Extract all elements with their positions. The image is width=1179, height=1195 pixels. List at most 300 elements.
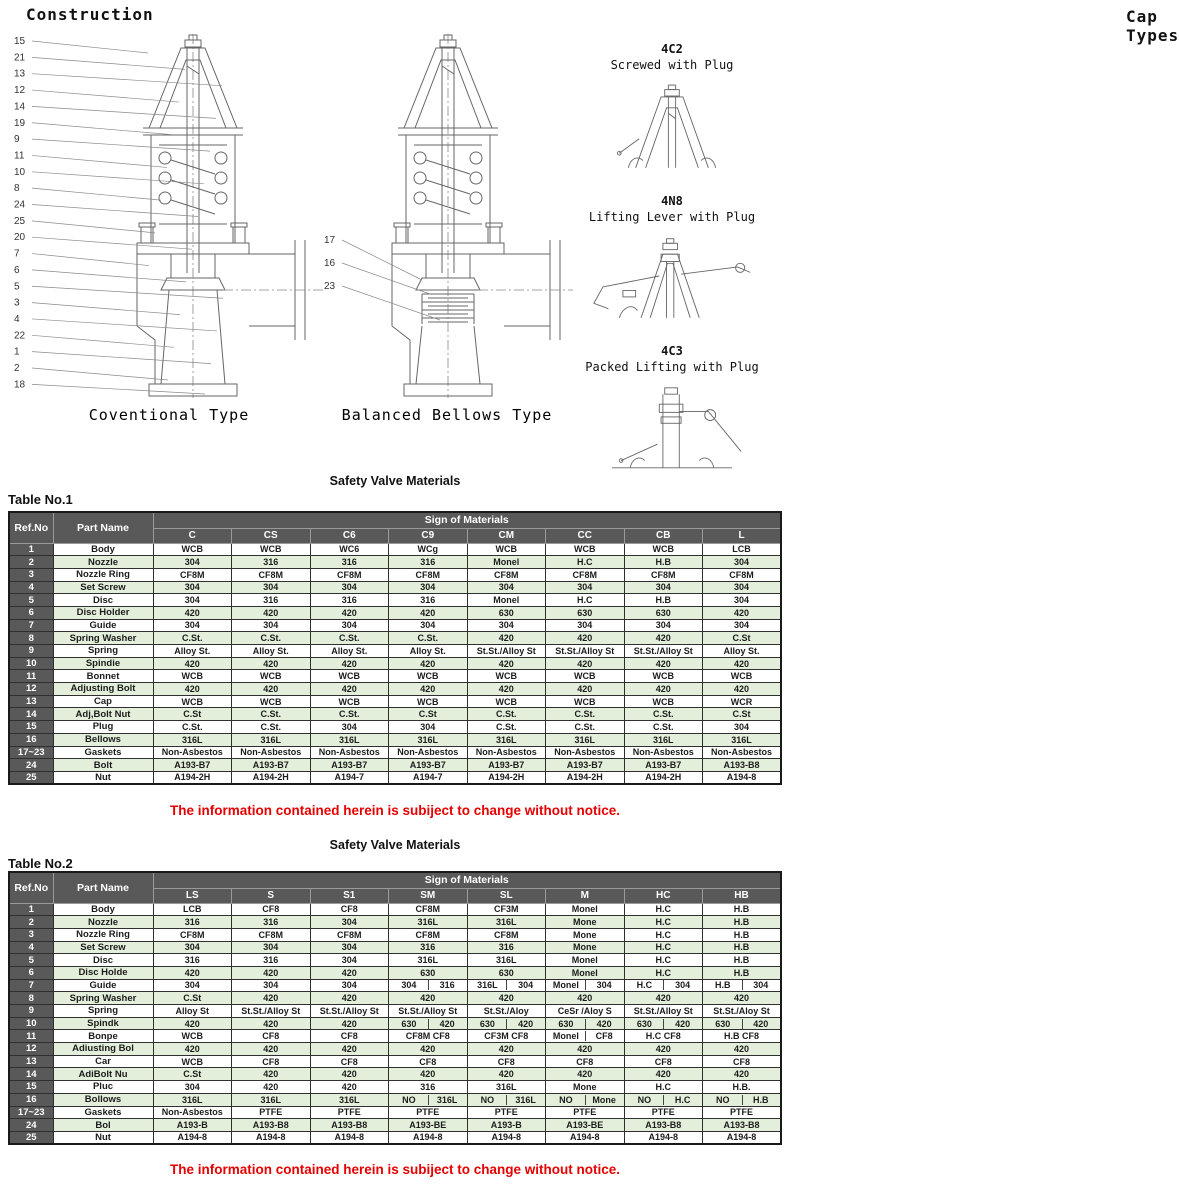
material-cell: CF8M bbox=[310, 568, 389, 581]
ref-no-cell: 12 bbox=[9, 1043, 53, 1056]
material-cell: Non-Asbestos bbox=[153, 746, 232, 759]
material-cell: H.B bbox=[624, 594, 703, 607]
material-cell: 304 bbox=[153, 594, 232, 607]
table-row bbox=[9, 1081, 781, 1094]
material-cell: 420 bbox=[310, 1017, 389, 1030]
material-cell: WCB bbox=[467, 543, 546, 556]
ref-no-header: Ref.No bbox=[9, 872, 53, 903]
ref-no-cell: 10 bbox=[9, 1017, 53, 1030]
table-row bbox=[9, 966, 781, 979]
ref-no-cell: 2 bbox=[9, 556, 53, 569]
material-cell: A194-2H bbox=[232, 771, 311, 784]
material-cell: 316L bbox=[153, 733, 232, 746]
part-name-cell: Disc Holde bbox=[53, 966, 153, 979]
table-row bbox=[9, 979, 781, 992]
material-cell: A193-B7 bbox=[546, 759, 625, 772]
part-name-cell: Nozzle Ring bbox=[53, 568, 153, 581]
material-cell: CF8 bbox=[232, 903, 311, 916]
material-cell: CF8 bbox=[389, 1055, 468, 1068]
part-number-label: 8 bbox=[14, 183, 20, 195]
part-number-label: 22 bbox=[14, 330, 26, 342]
material-cell: 316L bbox=[389, 733, 468, 746]
material-cell: Monel 304 bbox=[546, 979, 625, 992]
part-number-label: 4 bbox=[14, 313, 20, 325]
part-name-cell: Disc bbox=[53, 954, 153, 967]
cap-4c2-label: Screwed with Plug bbox=[610, 58, 734, 72]
material-column-header: CB bbox=[624, 528, 703, 543]
table-row bbox=[9, 619, 781, 632]
part-name-cell: Nozzle bbox=[53, 556, 153, 569]
part-name-cell: Adj,Bolt Nut bbox=[53, 708, 153, 721]
material-cell: C.St bbox=[153, 708, 232, 721]
material-cell: 420 bbox=[624, 992, 703, 1005]
material-cell: C.St. bbox=[389, 632, 468, 645]
part-name-cell: Spring Washer bbox=[53, 992, 153, 1005]
material-cell: 420 bbox=[703, 1043, 782, 1056]
material-cell: 420 bbox=[310, 1081, 389, 1094]
material-cell: CF3M CF8 bbox=[467, 1030, 546, 1043]
table-row bbox=[9, 1005, 781, 1018]
material-cell: A194-8 bbox=[703, 771, 782, 784]
table-row bbox=[9, 1131, 781, 1144]
material-cell: 316L bbox=[310, 733, 389, 746]
cap-4c3-label: Packed Lifting with Plug bbox=[585, 360, 759, 374]
material-cell: 630 420 bbox=[546, 1017, 625, 1030]
material-cell: 420 bbox=[232, 992, 311, 1005]
material-cell: H.C CF8 bbox=[624, 1030, 703, 1043]
material-cell: 420 bbox=[389, 1068, 468, 1081]
material-cell: PTFE bbox=[389, 1106, 468, 1119]
ref-no-cell: 1 bbox=[9, 543, 53, 556]
ref-no-cell: 4 bbox=[9, 941, 53, 954]
part-name-cell: Spring bbox=[53, 1005, 153, 1018]
material-cell: 420 bbox=[546, 683, 625, 696]
material-cell: A194-2H bbox=[467, 771, 546, 784]
material-cell: 420 bbox=[467, 657, 546, 670]
cap-4c3-drawing bbox=[572, 378, 772, 474]
table-row bbox=[9, 721, 781, 734]
material-cell: 304 bbox=[467, 581, 546, 594]
part-number-label: 24 bbox=[14, 199, 26, 211]
material-cell: WCB bbox=[624, 670, 703, 683]
part-name-cell: Nut bbox=[53, 1131, 153, 1144]
material-cell: C.St bbox=[153, 1068, 232, 1081]
material-cell: 304 bbox=[703, 619, 782, 632]
part-name-cell: Set Screw bbox=[53, 941, 153, 954]
material-cell: 316L bbox=[232, 1093, 311, 1106]
part-name-cell: Spring Washer bbox=[53, 632, 153, 645]
material-column-header: S1 bbox=[310, 888, 389, 903]
table-row bbox=[9, 759, 781, 772]
material-cell: 630 420 bbox=[467, 1017, 546, 1030]
material-cell: CF8M bbox=[232, 928, 311, 941]
material-cell: Monel bbox=[546, 966, 625, 979]
material-cell: C.St. bbox=[310, 632, 389, 645]
table-row bbox=[9, 568, 781, 581]
table-row bbox=[9, 733, 781, 746]
material-cell: Monel bbox=[546, 954, 625, 967]
ref-no-cell: 11 bbox=[9, 670, 53, 683]
material-cell: H.B CF8 bbox=[703, 1030, 782, 1043]
material-cell: WCB bbox=[703, 670, 782, 683]
ref-no-cell: 17~23 bbox=[9, 1106, 53, 1119]
material-cell: 420 bbox=[232, 1043, 311, 1056]
cap-types-section bbox=[558, 2, 1179, 472]
material-cell: WCB bbox=[153, 543, 232, 556]
material-cell: WCB bbox=[153, 1030, 232, 1043]
part-name-cell: Bol bbox=[53, 1119, 153, 1132]
part-number-label: 7 bbox=[14, 248, 20, 260]
material-cell: 630 bbox=[624, 606, 703, 619]
ref-no-cell: 3 bbox=[9, 928, 53, 941]
part-number-label: 16 bbox=[324, 258, 336, 269]
material-cell: 420 bbox=[232, 1081, 311, 1094]
material-cell: 304 bbox=[153, 619, 232, 632]
materials-table-1 bbox=[8, 511, 782, 785]
material-cell: 420 bbox=[232, 657, 311, 670]
table-row bbox=[9, 708, 781, 721]
material-cell: A193-B7 bbox=[624, 759, 703, 772]
material-cell: 630 bbox=[389, 966, 468, 979]
part-number-label: 12 bbox=[14, 85, 26, 97]
table-row bbox=[9, 632, 781, 645]
material-cell: 420 bbox=[467, 1043, 546, 1056]
material-cell: A193-B8 bbox=[624, 1119, 703, 1132]
ref-no-cell: 14 bbox=[9, 708, 53, 721]
material-cell: Non-Asbestos bbox=[153, 1106, 232, 1119]
material-cell: 420 bbox=[546, 657, 625, 670]
material-cell: 316L bbox=[546, 733, 625, 746]
material-cell: A193-B7 bbox=[153, 759, 232, 772]
ref-no-cell: 13 bbox=[9, 1055, 53, 1068]
material-cell: 420 bbox=[624, 1068, 703, 1081]
ref-no-cell: 1 bbox=[9, 903, 53, 916]
material-cell: St.St./Alloy St bbox=[546, 645, 625, 658]
material-column-header: S bbox=[232, 888, 311, 903]
material-cell: 420 bbox=[546, 1043, 625, 1056]
ref-no-cell: 5 bbox=[9, 594, 53, 607]
material-cell: C.St. bbox=[467, 721, 546, 734]
material-cell: H.B bbox=[703, 941, 782, 954]
material-cell: WCB bbox=[232, 670, 311, 683]
material-cell: Monel CF8 bbox=[546, 1030, 625, 1043]
material-cell: CF8M bbox=[389, 928, 468, 941]
material-cell: C.St. bbox=[467, 708, 546, 721]
cap-4n8-label: Lifting Lever with Plug bbox=[588, 210, 756, 224]
material-cell: 420 bbox=[703, 657, 782, 670]
material-cell: 420 bbox=[389, 992, 468, 1005]
material-cell: 316L bbox=[703, 733, 782, 746]
ref-no-cell: 16 bbox=[9, 733, 53, 746]
material-cell: WCB bbox=[546, 695, 625, 708]
ref-no-cell: 15 bbox=[9, 721, 53, 734]
material-cell: 316 bbox=[389, 1081, 468, 1094]
part-name-cell: Bonnet bbox=[53, 670, 153, 683]
material-cell: A193-B7 bbox=[467, 759, 546, 772]
material-cell: 316 bbox=[467, 941, 546, 954]
ref-no-cell: 2 bbox=[9, 916, 53, 929]
material-cell: C.St. bbox=[546, 721, 625, 734]
part-number-label: 6 bbox=[14, 264, 20, 276]
material-cell: NO 316L bbox=[389, 1093, 468, 1106]
material-cell: 304 bbox=[153, 979, 232, 992]
material-cell: 420 bbox=[546, 992, 625, 1005]
table-row bbox=[9, 903, 781, 916]
material-cell: H.C bbox=[546, 556, 625, 569]
material-cell: PTFE bbox=[703, 1106, 782, 1119]
material-cell: Non-Asbestos bbox=[232, 746, 311, 759]
material-cell: H.B. bbox=[703, 1081, 782, 1094]
material-cell: 420 bbox=[232, 1017, 311, 1030]
material-cell: Non-Asbestos bbox=[703, 746, 782, 759]
material-cell: 316 bbox=[232, 916, 311, 929]
ref-no-cell: 7 bbox=[9, 619, 53, 632]
material-cell: 420 bbox=[624, 683, 703, 696]
material-cell: Mone bbox=[546, 928, 625, 941]
part-name-cell: AdiBolt Nu bbox=[53, 1068, 153, 1081]
material-cell: 304 bbox=[467, 619, 546, 632]
ref-no-cell: 3 bbox=[9, 568, 53, 581]
material-cell: PTFE bbox=[546, 1106, 625, 1119]
material-cell: PTFE bbox=[467, 1106, 546, 1119]
material-cell: C.St bbox=[389, 708, 468, 721]
part-number-label: 17 bbox=[324, 235, 336, 246]
material-column-header: M bbox=[546, 888, 625, 903]
ref-no-cell: 24 bbox=[9, 1119, 53, 1132]
material-cell: A193-B7 bbox=[232, 759, 311, 772]
ref-no-cell: 9 bbox=[9, 645, 53, 658]
material-cell: 304 bbox=[703, 556, 782, 569]
material-cell: 316 bbox=[389, 594, 468, 607]
material-cell: 304 bbox=[546, 619, 625, 632]
material-cell: 420 bbox=[624, 657, 703, 670]
material-cell: WC6 bbox=[310, 543, 389, 556]
material-cell: 420 bbox=[389, 683, 468, 696]
material-cell: 630 420 bbox=[389, 1017, 468, 1030]
material-cell: WCB bbox=[467, 695, 546, 708]
material-cell: CF8M CF8 bbox=[389, 1030, 468, 1043]
material-cell: 420 bbox=[310, 606, 389, 619]
material-cell: 316 bbox=[310, 594, 389, 607]
material-cell: CF8 bbox=[310, 1055, 389, 1068]
material-cell: 420 bbox=[153, 606, 232, 619]
material-cell: 316L bbox=[467, 1081, 546, 1094]
part-number-label: 10 bbox=[14, 166, 26, 178]
material-cell: A193-B8 bbox=[703, 1119, 782, 1132]
material-cell: 304 bbox=[389, 581, 468, 594]
part-number-label: 2 bbox=[14, 363, 20, 374]
material-column-header: CM bbox=[467, 528, 546, 543]
material-cell: 304 bbox=[389, 619, 468, 632]
table1-title: Safety Valve Materials bbox=[329, 474, 461, 488]
material-cell: PTFE bbox=[232, 1106, 311, 1119]
table-row bbox=[9, 543, 781, 556]
part-number-label: 15 bbox=[14, 36, 26, 47]
part-name-header: Part Name bbox=[53, 872, 153, 903]
material-cell: Monel bbox=[546, 903, 625, 916]
material-cell: WCR bbox=[703, 695, 782, 708]
material-cell: 316L bbox=[389, 916, 468, 929]
ref-no-cell: 17~23 bbox=[9, 746, 53, 759]
material-cell: CF8M bbox=[467, 928, 546, 941]
material-cell: CF8 bbox=[310, 1030, 389, 1043]
material-cell: 420 bbox=[153, 657, 232, 670]
material-cell: 420 bbox=[310, 683, 389, 696]
part-number-label: 13 bbox=[14, 68, 26, 80]
material-cell: 630 420 bbox=[703, 1017, 782, 1030]
table-row bbox=[9, 1093, 781, 1106]
conventional-valve-drawing bbox=[8, 28, 330, 400]
part-name-cell: Bellows bbox=[53, 733, 153, 746]
material-cell: Monel bbox=[467, 556, 546, 569]
part-number-label: 20 bbox=[14, 232, 26, 244]
material-cell: WCB bbox=[389, 695, 468, 708]
ref-no-cell: 24 bbox=[9, 759, 53, 772]
material-cell: WCB bbox=[310, 670, 389, 683]
table2-title: Safety Valve Materials bbox=[329, 838, 461, 852]
ref-no-cell: 25 bbox=[9, 771, 53, 784]
part-number-label: 11 bbox=[14, 150, 25, 162]
material-cell: WCB bbox=[310, 695, 389, 708]
material-cell: 420 bbox=[389, 657, 468, 670]
ref-no-cell: 11 bbox=[9, 1030, 53, 1043]
construction-heading: Construction bbox=[26, 5, 154, 24]
material-cell: 420 bbox=[310, 657, 389, 670]
material-cell: A194-8 bbox=[467, 1131, 546, 1144]
material-cell: Alloy St bbox=[153, 1005, 232, 1018]
material-cell: C.St. bbox=[232, 721, 311, 734]
conventional-type-diagram bbox=[8, 28, 330, 432]
part-name-cell: Spring bbox=[53, 645, 153, 658]
material-cell: 420 bbox=[153, 966, 232, 979]
balanced-valve-drawing bbox=[318, 28, 576, 400]
material-cell: C.St. bbox=[153, 721, 232, 734]
part-name-cell: Bolt bbox=[53, 759, 153, 772]
part-number-label: 1 bbox=[14, 346, 20, 358]
table-row bbox=[9, 992, 781, 1005]
ref-no-cell: 6 bbox=[9, 606, 53, 619]
table-row bbox=[9, 1106, 781, 1119]
material-cell: St.St./Alloy St bbox=[467, 645, 546, 658]
part-name-cell: Set Screw bbox=[53, 581, 153, 594]
sign-of-materials-header: Sign of Materials bbox=[153, 872, 781, 888]
material-column-header: SM bbox=[389, 888, 468, 903]
material-cell: C.St bbox=[153, 992, 232, 1005]
table-row bbox=[9, 928, 781, 941]
part-number-label: 25 bbox=[14, 215, 26, 227]
material-cell: CF8M bbox=[153, 928, 232, 941]
material-cell: 316L 304 bbox=[467, 979, 546, 992]
ref-no-cell: 4 bbox=[9, 581, 53, 594]
material-cell: CF8M bbox=[310, 928, 389, 941]
table-row bbox=[9, 1017, 781, 1030]
material-cell: Alloy St. bbox=[232, 645, 311, 658]
part-name-cell: Body bbox=[53, 543, 153, 556]
table-row bbox=[9, 1055, 781, 1068]
part-name-cell: Nozzle bbox=[53, 916, 153, 929]
material-cell: 420 bbox=[310, 966, 389, 979]
material-cell: 316 bbox=[310, 556, 389, 569]
part-name-cell: Gaskets bbox=[53, 746, 153, 759]
material-cell: WCB bbox=[389, 670, 468, 683]
material-cell: St.St./Alloy St bbox=[232, 1005, 311, 1018]
material-cell: 630 bbox=[546, 606, 625, 619]
material-cell: 304 bbox=[310, 941, 389, 954]
material-cell: WCB bbox=[546, 670, 625, 683]
ref-no-cell: 14 bbox=[9, 1068, 53, 1081]
material-cell: 420 bbox=[310, 992, 389, 1005]
material-cell: CF8M bbox=[624, 568, 703, 581]
material-cell: 304 316 bbox=[389, 979, 468, 992]
material-cell: 420 bbox=[389, 606, 468, 619]
part-number-label: 14 bbox=[14, 101, 26, 113]
material-cell: WCg bbox=[389, 543, 468, 556]
material-column-header: C bbox=[153, 528, 232, 543]
material-cell: CF8M bbox=[153, 568, 232, 581]
balanced-bellows-diagram bbox=[318, 28, 576, 432]
material-cell: A194-2H bbox=[546, 771, 625, 784]
material-cell: 304 bbox=[703, 581, 782, 594]
ref-no-cell: 25 bbox=[9, 1131, 53, 1144]
material-cell: Non-Asbestos bbox=[467, 746, 546, 759]
material-cell: 420 bbox=[310, 1068, 389, 1081]
part-name-cell: Adiusting Bol bbox=[53, 1043, 153, 1056]
material-cell: A193-BE bbox=[546, 1119, 625, 1132]
material-cell: 630 bbox=[467, 606, 546, 619]
material-cell: CF8 bbox=[703, 1055, 782, 1068]
material-cell: CF8M bbox=[703, 568, 782, 581]
ref-no-cell: 7 bbox=[9, 979, 53, 992]
part-name-cell: Bonpe bbox=[53, 1030, 153, 1043]
material-column-header: L bbox=[703, 528, 782, 543]
material-cell: St.St./Alloy St bbox=[389, 1005, 468, 1018]
material-cell: Alloy St. bbox=[310, 645, 389, 658]
material-cell: H.B bbox=[703, 954, 782, 967]
material-cell: 420 bbox=[153, 1043, 232, 1056]
table-row bbox=[9, 683, 781, 696]
material-cell: A194-8 bbox=[389, 1131, 468, 1144]
part-number-label: 21 bbox=[14, 52, 26, 64]
table-row bbox=[9, 746, 781, 759]
material-cell: Alloy St. bbox=[389, 645, 468, 658]
material-cell: 316 bbox=[232, 594, 311, 607]
table-row bbox=[9, 556, 781, 569]
material-cell: CF8M bbox=[546, 568, 625, 581]
material-cell: 630 bbox=[467, 966, 546, 979]
material-cell: A193-B8 bbox=[310, 1119, 389, 1132]
material-cell: C.St. bbox=[546, 708, 625, 721]
material-cell: WCB bbox=[232, 543, 311, 556]
material-cell: 304 bbox=[232, 581, 311, 594]
material-cell: Monel bbox=[467, 594, 546, 607]
material-cell: St.St./Aloy St bbox=[703, 1005, 782, 1018]
material-cell: A193-B bbox=[467, 1119, 546, 1132]
material-cell: Non-Asbestos bbox=[546, 746, 625, 759]
material-cell: 304 bbox=[703, 594, 782, 607]
material-cell: 316L bbox=[389, 954, 468, 967]
material-cell: 304 bbox=[310, 581, 389, 594]
material-cell: 304 bbox=[310, 619, 389, 632]
material-cell: CF8 bbox=[310, 903, 389, 916]
material-cell: St.St./Alloy St bbox=[310, 1005, 389, 1018]
ref-no-cell: 13 bbox=[9, 695, 53, 708]
material-column-header: C9 bbox=[389, 528, 468, 543]
material-cell: A194-8 bbox=[624, 1131, 703, 1144]
material-cell: 316 bbox=[153, 954, 232, 967]
material-cell: A193-B8 bbox=[232, 1119, 311, 1132]
conventional-caption: Coventional Type bbox=[88, 406, 250, 424]
material-cell: PTFE bbox=[310, 1106, 389, 1119]
